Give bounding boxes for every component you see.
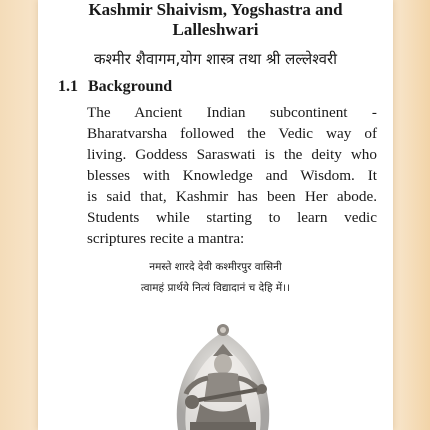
background-paragraph <box>87 102 377 249</box>
document-page <box>38 0 393 430</box>
paragraph-line: is said that, Kashmir has been Her abode. <box>87 188 377 205</box>
section-heading <box>58 76 172 98</box>
section-title: Background <box>88 78 173 95</box>
mantra-line-1: नमस्ते शारदे देवी कश्मीरपुर वासिनी <box>149 261 282 273</box>
paragraph-line: living. Goddess Saraswati is the deity who <box>87 146 377 163</box>
mantra-line-2: त्वामहं प्रार्थये नित्यं विद्यादानं च देहि में।। <box>140 282 291 294</box>
chapter-subtitle-hindi: कश्मीर शैवागम,योग शास्त्र तथा श्री लल्लेश्वरी <box>94 50 337 68</box>
paragraph-line: scriptures recite a mantra: <box>87 230 245 247</box>
paragraph-line: Bharatvarsha followed the Vedic way of <box>87 125 377 142</box>
paragraph-line: blesses with Knowledge and Wisdom. It <box>87 167 377 184</box>
saraswati-statue-icon <box>158 322 288 430</box>
chapter-title-line-1: Kashmir Shaivism, Yogshastra and <box>88 0 343 19</box>
section-number: 1.1 <box>58 78 78 95</box>
chapter-title-line-2: Lalleshwari <box>172 20 259 39</box>
paragraph-line: Students while starting to learn vedic <box>87 209 377 226</box>
paragraph-line: The Ancient Indian subcontinent - <box>87 104 377 121</box>
